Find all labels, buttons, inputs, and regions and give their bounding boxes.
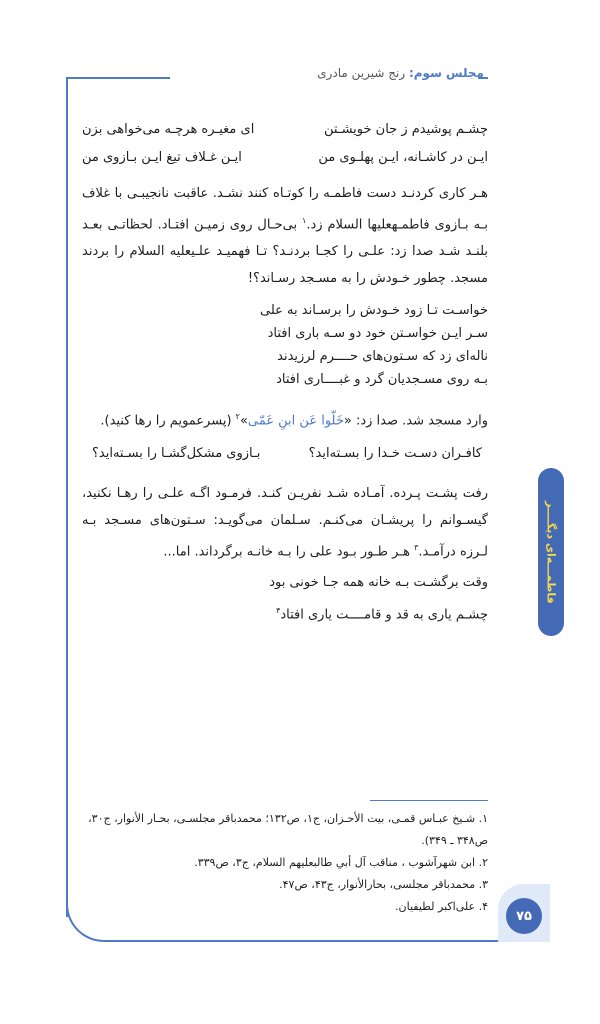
section-side-tab-label: فاطمـــه‌ای دیگــــر [544,500,558,604]
chapter-subtitle: رنج شیرین مادری [317,66,406,80]
paragraph-1-text-b: بی‌حـال روی زمیـن افتـاد. لحظاتـی بعـد بلنـد شـد صدا زد: علـی را کجـا بردنـد؟ تـا فهمیـد علـیعليه السلام را بردند مسجد. چطور خـودش را به مسـجد رسـاند؟! [82,217,488,287]
footnote-item: ۳. محمدباقر مجلسی، بحارالأنوار، ج۴۳، ص۴۷. [279,878,488,891]
frame-top-line [66,77,170,79]
hemistich-left: ای مغیـره هرچـه می‌خواهی بزن [82,122,255,137]
footnote-ref: ۱ [302,216,307,225]
verse-line [82,569,488,597]
verse-line: بـه روی مسـجدیان گرد و غبــــاری افتاد [276,372,488,387]
footnote-ref: ۳ [414,543,419,552]
footnote-ref: ۴ [276,606,281,615]
verse-line-text: وقت برگشـت بـه خانه همه جـا خونی بود [269,575,488,590]
footnote-item: ۱. شـیخ عبـاس قمـی، بیت الأحـزان، ج۱، ص۱۳۲؛ محمدباقر مجلسـی، بحـار الأنوار، ج۳۰، ص۳۴۸ ـ ۳۴۹). [88,812,488,847]
arabic-quote: خَلّوا عَن ابنِ عَمّی [247,413,344,429]
frame-bottom-line [104,940,514,942]
footnote-item: ۴. علی‌اکبر لطیفیان. [395,900,488,913]
chapter-title: مجلس سوم: [408,66,484,80]
running-header [317,66,484,80]
verse-line: سـر ایـن خواسـتن خود دو سـه باری افتاد [267,326,488,341]
paragraph-2-text-a: وارد مسجد شد. صدا زد: « [343,413,488,429]
couplet-row [82,116,488,144]
hemistich-right: چشـم پوشیدم ز جان خویشـتن [323,122,488,137]
couplet-row [82,144,488,172]
paragraph-2 [82,403,488,434]
page-number [506,898,542,934]
hemistich-left: ایـن غـلاف تیغ ایـن بـازوی من [82,150,242,165]
paragraph-3-text-a: رفت پشـت پـرده. آمـاده شـد نفریـن کنـد. فرمـود اگـه علـی را رهـا نکنید، گیسـوانم را پریشـان می‌کنـم. سـلمان می‌گویـد: سـتون‌های مسـجد بـه لـرزه درآمـد. [82,486,488,560]
hemistich-left: بـازوی مشکل‌گشـا را بسـته‌اید؟ [92,446,261,461]
verse-block-1 [82,300,488,391]
section-side-tab [538,468,564,636]
page-number-text: ۷۵ [516,908,532,924]
verse-line: ناله‌ای زد که سـتون‌های حــــرم لرزیدند [277,349,488,364]
footnote-item: ۲. ابن شهرآشوب ، مناقب آل أبي طالبعليهم السلام، ج۳، ص۳۳۹. [194,856,488,869]
verse-line: خواسـت تـا زود خـودش را برسـاند به علی [260,303,488,318]
footnotes [82,808,488,918]
poem-couplet-2 [92,440,482,468]
verse-line [82,597,488,629]
footnote-ref: ۲ [235,412,240,421]
paragraph-3-text-b: هـر طـور بـود علی را بـه خانـه برگرداند. اما... [163,544,415,560]
paragraph-1-text-a: هـر کاری کردنـد دست فاطمـه را کوتـاه کنند نشـد. عاقبت نانجیبـی با غلاف بـه بـازوی فاطمـهعليها السلام زد. [82,186,488,233]
frame-left-line [66,77,68,917]
footnote-separator [370,800,488,801]
verse-line-text: چشـم یاری به قد و قامــــت یاری افتاد [280,607,488,623]
hemistich-right: کافـران دسـت خـدا را بسـته‌اید؟ [308,446,482,461]
verse-block-2 [82,569,488,629]
paragraph-3 [82,480,488,565]
couplet-row [92,440,482,468]
paragraph-2-text-b: (پسرعمویم را رها کنید). [100,413,236,429]
hemistich-right: ایـن در کاشـانه، ایـن پهلـوی من [318,150,488,165]
poem-couplets [82,116,488,172]
quote-close: » [239,413,248,429]
paragraph-1 [82,180,488,292]
